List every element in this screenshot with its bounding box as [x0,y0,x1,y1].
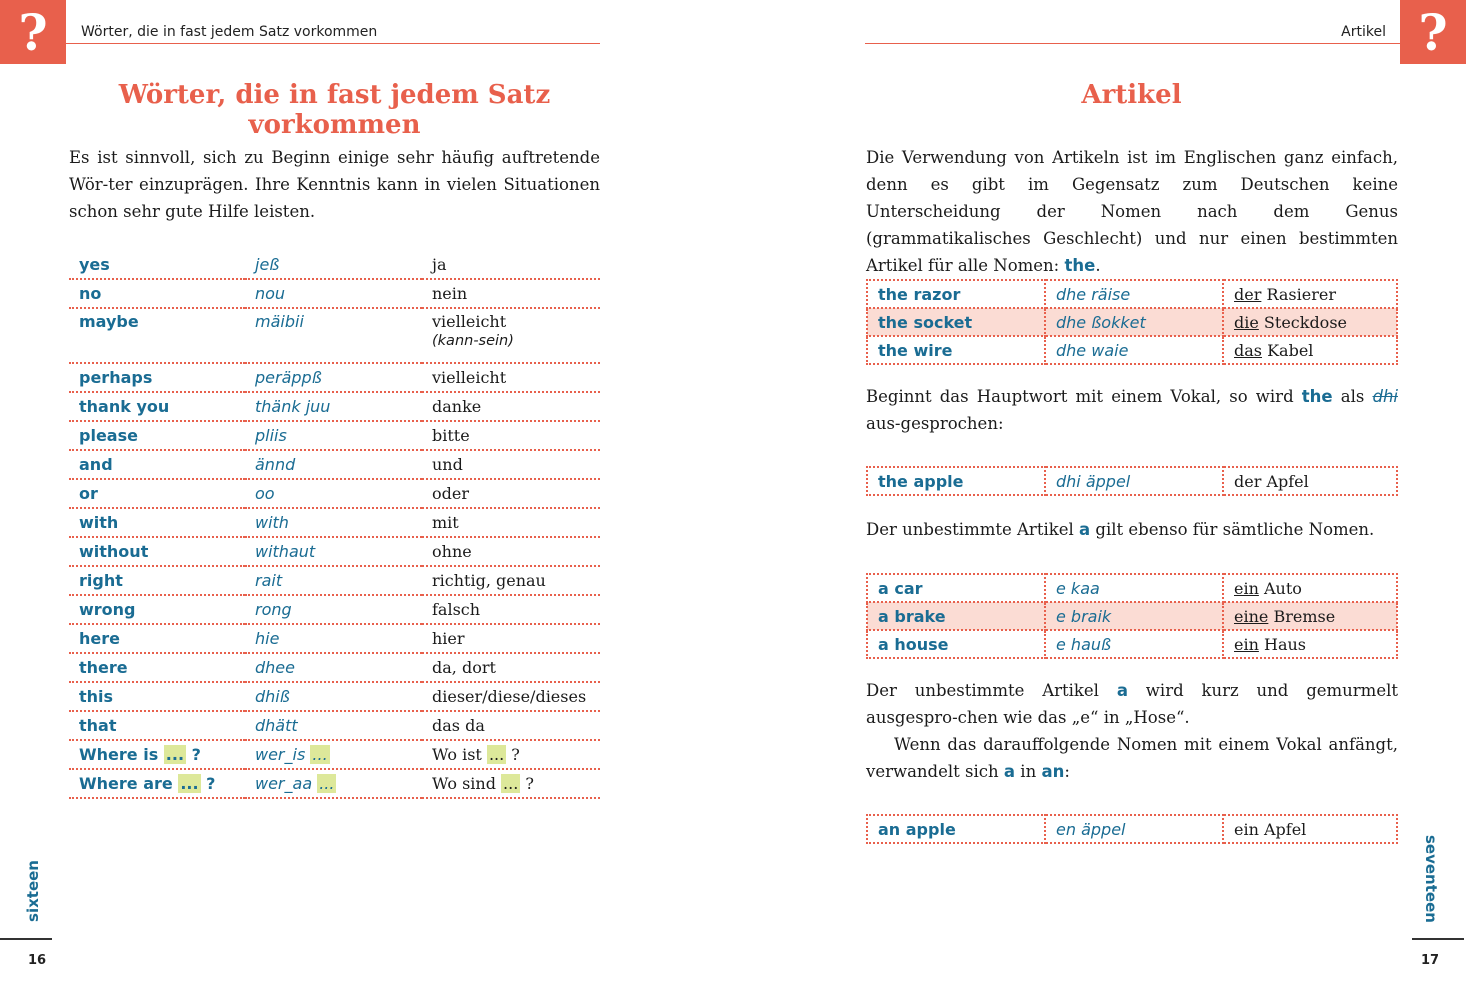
table-row: no nou nein [69,279,600,308]
page-title: Wörter, die in fast jedem Satz vorkommen [118,80,551,140]
table-row: that dhätt das da [69,711,600,740]
table-row: the apple dhi äppel der Apfel [867,467,1397,495]
table-row: an apple en äppel ein Apfel [867,815,1397,843]
table-row: Where are ... ? wer_aa ... Wo sind ... ? [69,769,600,798]
definite-article-table [866,279,1398,365]
apple-table [866,466,1398,496]
header-rule [66,43,600,44]
an-apple-table [866,814,1398,844]
table-row: with with mit [69,508,600,537]
paragraph-indefinite: Der unbestimmte Artikel a gilt ebenso für sämtliche Nomen. [866,520,1375,539]
table-row: wrong rong falsch [69,595,600,624]
indefinite-article-table [866,573,1398,659]
table-row: maybe mäibii vielleicht (kann-sein) [69,308,600,363]
intro-paragraph: Es ist sinnvoll, sich zu Beginn einige sehr häufig auftretende Wör-ter einzuprägen. Ihre Kenntnis kann in vielen Situationen schon sehr gute Hilfe leisten. [69,148,600,221]
vocabulary-table [69,251,600,799]
table-row: here hie hier [69,624,600,653]
side-label: sixteen [24,860,42,922]
table-row: thank you thänk juu danke [69,392,600,421]
paragraph-indefinite-pronunciation: Der unbestimmte Artikel a wird kurz und gemurmelt ausgespro-chen wie das „e“ in „Hose“. [866,681,1398,727]
paragraph-articles-intro: Die Verwendung von Artikeln ist im Englischen ganz einfach, denn es gibt im Gegensatz zum Deutschen keine Unterscheidung der Nomen nach dem Genus (grammatikalisches Geschlecht) und nur einen bestimmten Artikel für alle Nomen: the. [866,148,1398,275]
table-row: Where is ... ? wer_is ... Wo ist ... ? [69,740,600,769]
table-row: please pliis bitte [69,421,600,450]
table-row: a car e kaa ein Auto [867,574,1397,602]
header-rule [865,43,1400,44]
question-mark-icon: ? [0,0,66,64]
footer-rule [0,938,52,940]
page-number: 16 [28,953,47,968]
running-header: Wörter, die in fast jedem Satz vorkommen [81,24,378,40]
side-label: seventeen [1422,835,1440,923]
table-row: the wire dhe waie das Kabel [867,336,1397,364]
paragraph-an-rule: Wenn das darauffolgende Nomen mit einem Vokal anfängt, verwandelt sich a in an: [866,735,1398,781]
paragraph-vowel-rule: Beginnt das Hauptwort mit einem Vokal, so wird the als dhi aus-gesprochen: [866,387,1398,433]
table-row: a brake e braik eine Bremse [867,602,1397,630]
question-mark-icon: ? [1400,0,1466,64]
table-row: right rait richtig, genau [69,566,600,595]
table-row: there dhee da, dort [69,653,600,682]
table-row: and ännd und [69,450,600,479]
table-row: the razor dhe räise der Rasierer [867,280,1397,308]
running-header: Artikel [1341,24,1386,40]
page-title: Artikel [1081,80,1182,110]
table-row: without withaut ohne [69,537,600,566]
table-row: yes jeß ja [69,251,600,279]
table-row: the socket dhe ßokket die Steckdose [867,308,1397,336]
table-row: this dhiß dieser/diese/dieses [69,682,600,711]
table-row: perhaps peräppß vielleicht [69,363,600,392]
footer-rule [1412,938,1464,940]
table-row: a house e hauß ein Haus [867,630,1397,658]
page-number: 17 [1421,953,1440,968]
table-row: or oo oder [69,479,600,508]
